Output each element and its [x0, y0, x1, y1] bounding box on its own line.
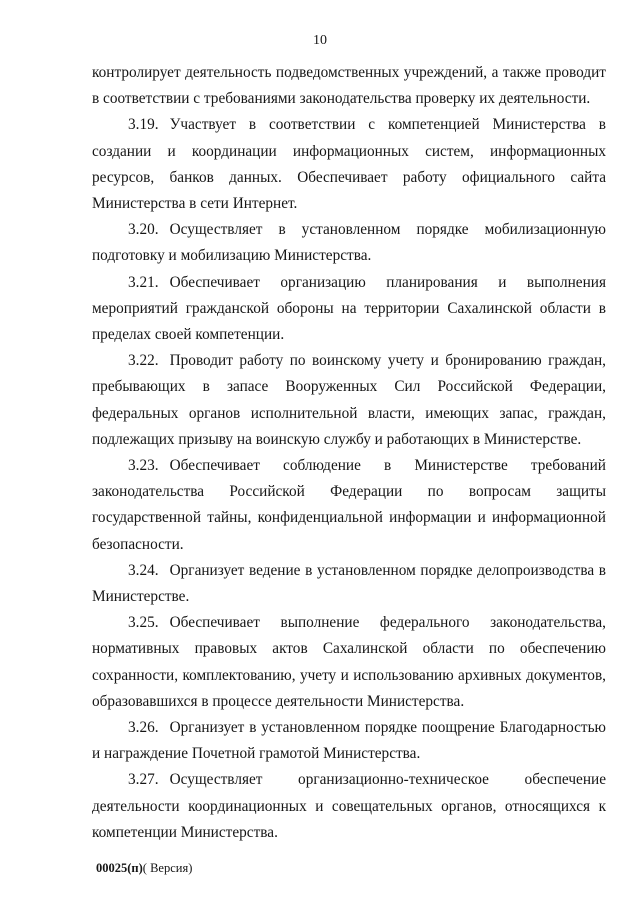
paragraph-number: 3.23.	[128, 457, 159, 475]
paragraph-text: контролирует деятельность подведомственных учреждений, а также проводит в соответствии с требованиями законодательства проверку их деятельности.	[92, 64, 606, 108]
paragraph-number: 3.22.	[128, 352, 159, 370]
paragraph-3-22	[92, 348, 606, 453]
paragraph-number: 3.24.	[128, 561, 159, 579]
paragraph-number: 3.26.	[128, 719, 159, 737]
page-number: 10	[313, 33, 327, 48]
document-body	[92, 60, 606, 846]
paragraph-text: Осуществляет в установленном порядке мобилизационную подготовку и мобилизацию Министерства.	[92, 221, 606, 265]
paragraph-number: 3.25.	[128, 614, 159, 632]
document-code: 00025(п)	[96, 861, 143, 875]
paragraph-text: Проводит работу по воинскому учету и бронированию граждан, пребывающих в запасе Вооруженных Сил Российской Федерации, федеральных органов исполнительной власти, имеющих запас, граждан, подлежащих призыву на воинскую службу и работающих в Министерстве.	[92, 352, 606, 448]
paragraph-3-26	[92, 715, 606, 767]
paragraph-3-24	[92, 558, 606, 610]
paragraph-number: 3.20.	[128, 221, 159, 239]
paragraph-text: Организует в установленном порядке поощрение Благодарностью и награждение Почетной грамотой Министерства.	[92, 719, 606, 763]
paragraph-text: Обеспечивает организацию планирования и выполнения мероприятий гражданской обороны на территории Сахалинской области в пределах своей компетенции.	[92, 273, 606, 344]
paragraph-continuation	[92, 60, 606, 112]
paragraph-3-20	[92, 217, 606, 269]
document-version: ( Версия)	[142, 861, 193, 875]
paragraph-text: Организует ведение в установленном порядке делопроизводства в Министерстве.	[92, 561, 606, 606]
document-footer	[96, 861, 192, 876]
paragraph-3-23	[92, 453, 606, 558]
paragraph-number: 3.19.	[128, 116, 159, 134]
paragraph-text: Осуществляет организационно-техническое обеспечение деятельности координационных и совещательных органов, относящихся к компетенции Министерства.	[92, 771, 606, 841]
paragraph-3-27	[92, 767, 606, 846]
paragraph-text: Обеспечивает соблюдение в Министерстве требований законодательства Российской Федерации по вопросам защиты государственной тайны, конфиденциальной информации и информационной безопасности.	[92, 457, 606, 553]
paragraph-3-19	[92, 112, 606, 217]
paragraph-number: 3.27.	[128, 771, 159, 789]
paragraph-text: Участвует в соответствии с компетенцией Министерства в создании и координации информационных систем, информационных ресурсов, банков данных. Обеспечивает работу официального сайта Министерства в сети Интернет.	[92, 116, 606, 213]
paragraph-text: Обеспечивает выполнение федерального законодательства, нормативных правовых актов Сахалинской области по обеспечению сохранности, комплектованию, учету и использованию архивных документов, образовавшихся в процессе деятельности Министерства.	[92, 614, 606, 710]
paragraph-number: 3.21.	[128, 273, 159, 291]
paragraph-3-21	[92, 270, 606, 349]
paragraph-3-25	[92, 610, 606, 715]
